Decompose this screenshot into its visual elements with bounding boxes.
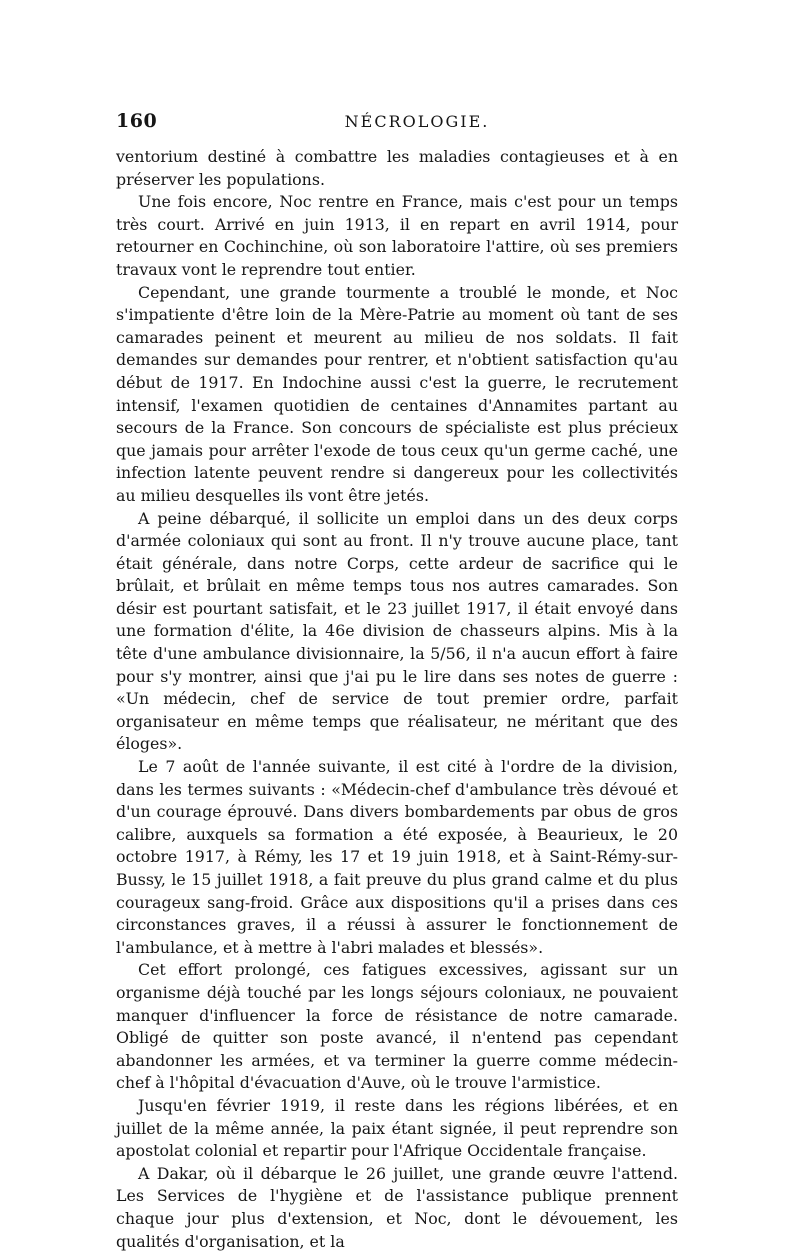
paragraph-continued: ventorium destiné à combattre les maladies contagieuses et à en préserver les populations. (116, 147, 678, 189)
paragraph: A Dakar, où il débarque le 26 juillet, une grande œuvre l'attend. Les Services de l'hygiène et de l'assistance publique prennent chaque jour plus d'extension, et Noc, dont le dévouement, les qualités d'organisation, et la (116, 1163, 678, 1251)
running-title: NÉCROLOGIE. (344, 112, 490, 131)
page-number: 160 (116, 110, 158, 132)
paragraph: A peine débarqué, il sollicite un emploi dans un des deux corps d'armée coloniaux qui sont au front. Il n'y trouve aucune place, tant était générale, dans notre Corps, cette ardeur de sacrifice qui le brûlait, et brûlait en même temps tous nos autres camarades. Son désir est pourtant satisfait, et le 23 juillet 1917, il était envoyé dans une formation d'élite, la 46e division de chasseurs alpins. Mis à la tête d'une ambulance divisionnaire, la 5/56, il n'a aucun effort à faire pour s'y montrer, ainsi que j'ai pu le lire dans ses notes de guerre : «Un médecin, chef de service de tout premier ordre, parfait organisateur en même temps que réalisateur, ne méritant que des éloges». (116, 508, 678, 754)
body-text (116, 146, 678, 1253)
running-header (116, 110, 678, 140)
paragraph: Jusqu'en février 1919, il reste dans les régions libérées, et en juillet de la même année, la paix étant signée, il peut reprendre son apostolat colonial et repartir pour l'Afrique Occidentale française. (116, 1095, 678, 1161)
paragraph: Cet effort prolongé, ces fatigues excessives, agissant sur un organisme déjà touché par les longs séjours coloniaux, ne pouvaient manquer d'influencer la force de résistance de notre camarade. Obligé de quitter son poste avancé, il n'entend pas cependant abandonner les armées, et va terminer la guerre comme médecin-chef à l'hôpital d'évacuation d'Auve, où le trouve l'armistice. (116, 960, 678, 1093)
document-page (116, 110, 678, 1253)
paragraph: Une fois encore, Noc rentre en France, mais c'est pour un temps très court. Arrivé en juin 1913, il en repart en avril 1914, pour retourner en Cochinchine, où son laboratoire l'attire, où ses premiers travaux vont le reprendre tout entier. (116, 192, 678, 279)
paragraph: Cependant, une grande tourmente a troublé le monde, et Noc s'impatiente d'être loin de la Mère-Patrie au moment où tant de ses camarades peinent et meurent au milieu de nos soldats. Il fait demandes sur demandes pour rentrer, et n'obtient satisfaction qu'au début de 1917. En Indochine aussi c'est la guerre, le recrutement intensif, l'examen quotidien de centaines d'Annamites partant au secours de la France. Son concours de spécialiste est plus précieux que jamais pour arrêter l'exode de tous ceux qu'un germe caché, une infection latente peuvent rendre si dangereux pour les collectivités au milieu desquelles ils vont être jetés. (116, 282, 678, 505)
paragraph: Le 7 août de l'année suivante, il est cité à l'ordre de la division, dans les termes suivants : «Médecin-chef d'ambulance très dévoué et d'un courage éprouvé. Dans divers bombardements par obus de gros calibre, auxquels sa formation a été exposée, à Beaurieux, le 20 octobre 1917, à Rémy, les 17 et 19 juin 1918, et à Saint-Rémy-sur-Bussy, le 15 juillet 1918, a fait preuve du plus grand calme et du plus courageux sang-froid. Grâce aux dispositions qu'il a prises dans ces circonstances graves, il a réussi à assurer le fonctionnement de l'ambulance, et à mettre à l'abri malades et blessés». (116, 757, 678, 957)
